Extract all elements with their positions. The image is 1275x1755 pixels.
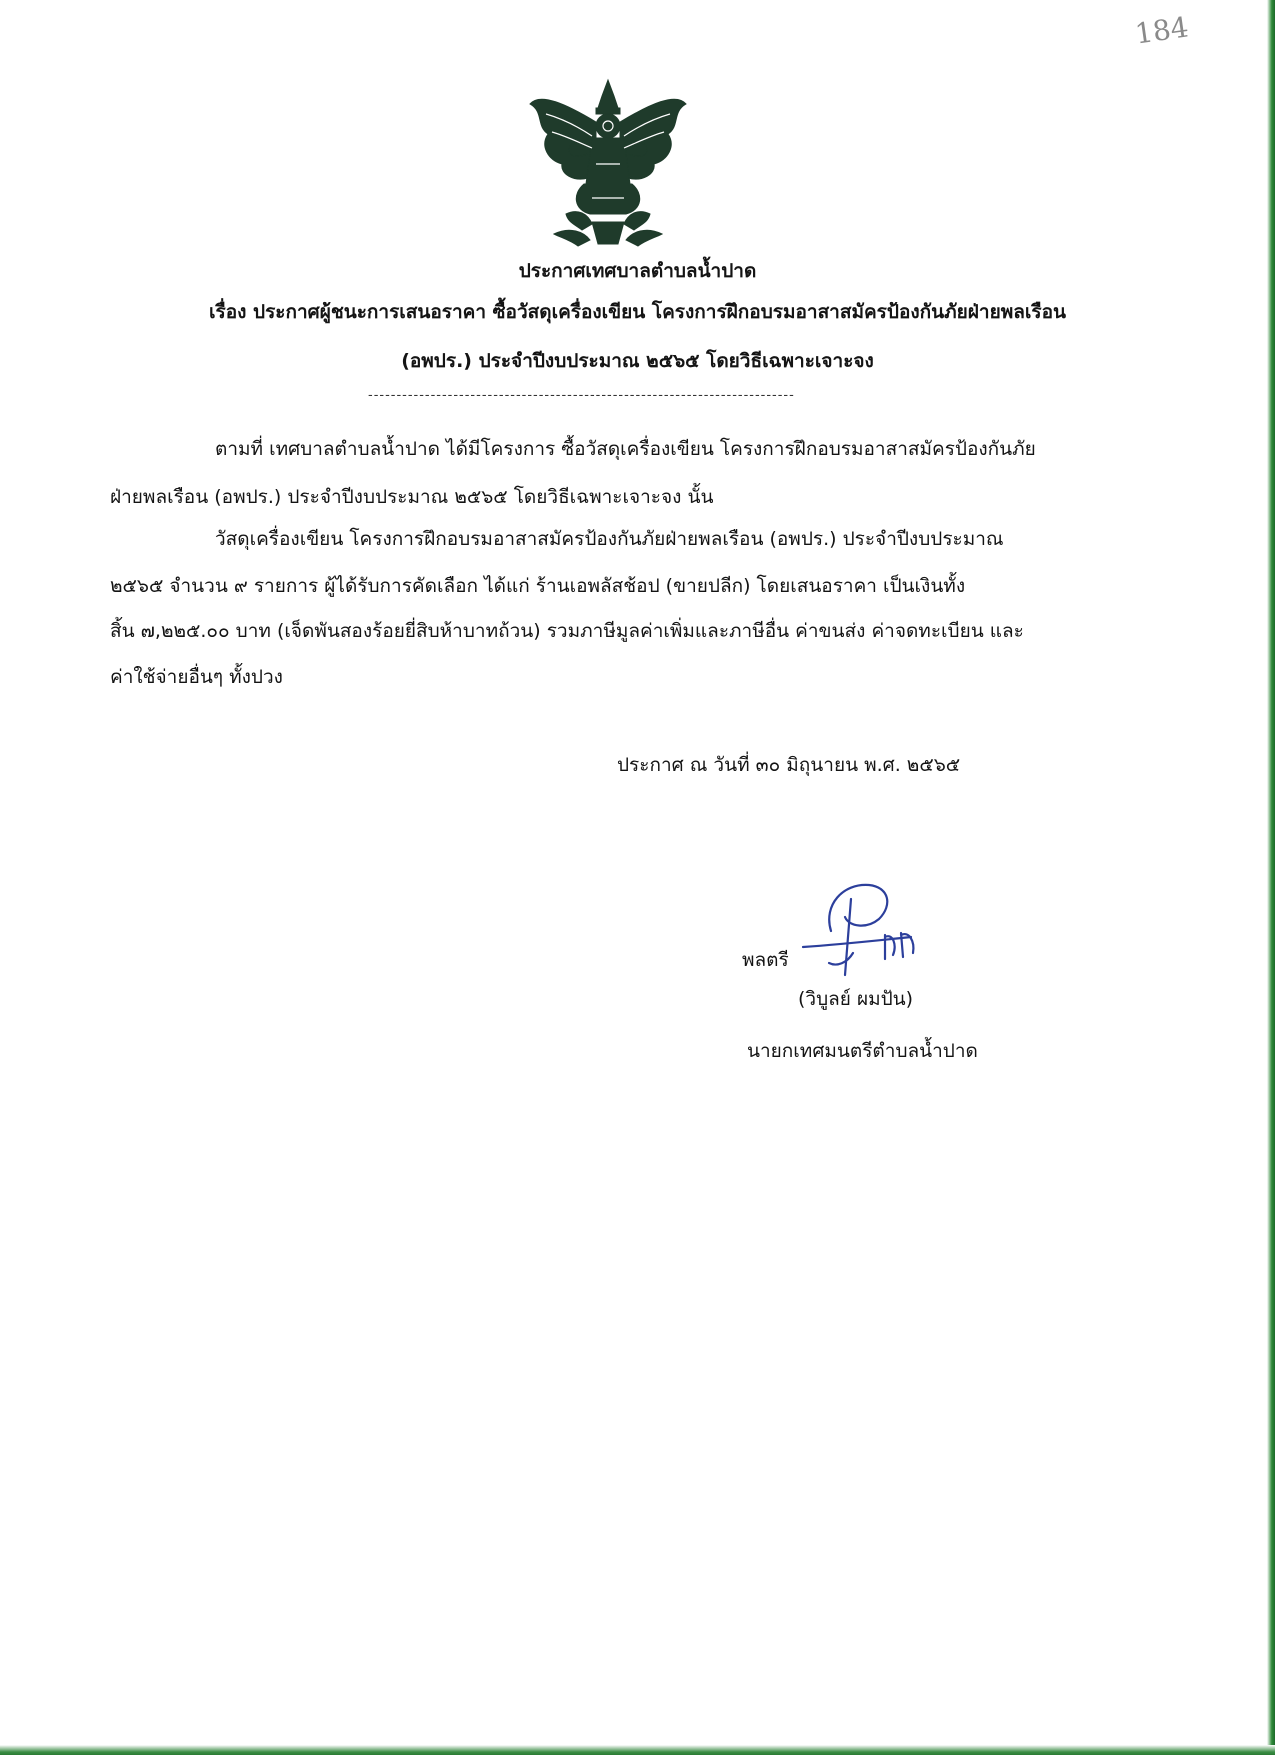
paragraph-2-line-1: วัสดุเครื่องเขียน โครงการฝึกอบรมอาสาสมัครป้องกันภัยฝ่ายพลเรือน (อพปร.) ประจำปีงบประมาณ bbox=[215, 528, 1004, 550]
subject-line-1: เรื่อง ประกาศผู้ชนะการเสนอราคา ซื้อวัสดุเครื่องเขียน โครงการฝึกอบรมอาสาสมัครป้องกันภัยฝ่ายพลเรือน bbox=[209, 301, 1066, 323]
announcement-date: ประกาศ ณ วันที่ ๓๐ มิถุนายน พ.ศ. ๒๕๖๕ bbox=[617, 754, 961, 776]
signatory-name: (วิบูลย์ ผมปัน) bbox=[798, 988, 914, 1010]
signatory-rank: พลตรี bbox=[742, 949, 789, 971]
paragraph-2-line-4: ค่าใช้จ่ายอื่นๆ ทั้งปวง bbox=[110, 666, 283, 688]
announcement-title: ประกาศเทศบาลตำบลน้ำปาด bbox=[518, 260, 757, 282]
signatory-position: นายกเทศมนตรีตำบลน้ำปาด bbox=[747, 1040, 978, 1062]
subject-line-2: (อพปร.) ประจำปีงบประมาณ ๒๕๖๕ โดยวิธีเฉพาะเจาะจง bbox=[401, 350, 874, 372]
paragraph-1-line-2: ฝ่ายพลเรือน (อพปร.) ประจำปีงบประมาณ ๒๕๖๕ โดยวิธีเฉพาะเจาะจง นั้น bbox=[110, 486, 714, 508]
handwritten-signature bbox=[793, 875, 933, 983]
paragraph-1-line-1: ตามที่ เทศบาลตำบลน้ำปาด ได้มีโครงการ ซื้อวัสดุเครื่องเขียน โครงการฝึกอบรมอาสาสมัครป้องกันภัย bbox=[215, 438, 1036, 460]
paragraph-2-line-2: ๒๕๖๕ จำนวน ๙ รายการ ผู้ได้รับการคัดเลือก ได้แก่ ร้านเอพลัสช้อป (ขายปลีก) โดยเสนอราคา เป็นเงินทั้ง bbox=[110, 575, 966, 597]
page-number-mark: 184 bbox=[1132, 10, 1191, 51]
scan-edge-bottom bbox=[0, 1745, 1275, 1755]
paragraph-2-line-3: สิ้น ๗,๒๒๕.๐๐ บาท (เจ็ดพันสองร้อยยี่สิบห้าบาทถ้วน) รวมภาษีมูลค่าเพิ่มและภาษีอื่น ค่าขนส่ง ค่าจดทะเบียน และ bbox=[110, 620, 1024, 642]
title-divider: --------------------------------------------------------------------------- bbox=[368, 388, 795, 403]
garuda-emblem-icon bbox=[526, 74, 690, 250]
